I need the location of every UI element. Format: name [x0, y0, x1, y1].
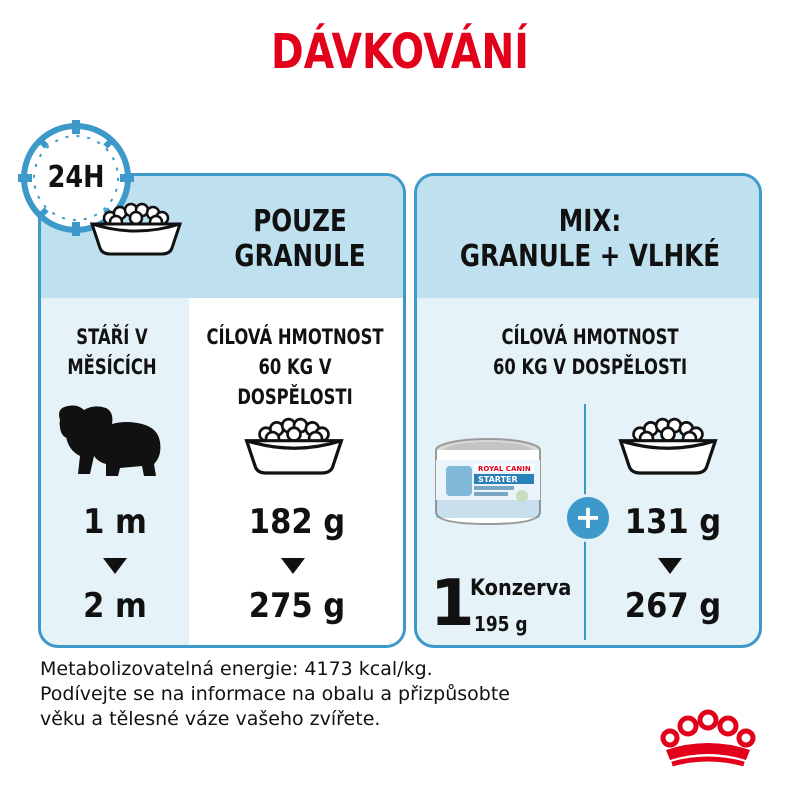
- age-header-line1: STÁŘÍ V: [76, 325, 148, 349]
- dry-only-arrow-down: [281, 558, 305, 574]
- mix-heading-line2: GRANULE + VLHKÉ: [459, 239, 721, 274]
- mix-weight-header-line1: CÍLOVÁ HMOTNOST: [501, 325, 679, 349]
- food-bowl-icon: [238, 412, 350, 478]
- age-arrow-down: [103, 558, 127, 574]
- age-from-value: 1 m: [83, 502, 147, 542]
- dry-only-from-value: 182 g: [248, 502, 346, 542]
- food-bowl-icon: [84, 198, 188, 258]
- footer-note: [40, 657, 680, 732]
- dry-weight-header-line1: CÍLOVÁ HMOTNOST: [206, 325, 384, 349]
- mix-arrow-down: [658, 558, 682, 574]
- plus-icon: +: [564, 494, 612, 542]
- mix-dry-from-value: 131 g: [624, 502, 722, 542]
- can-product-label: STARTER: [478, 475, 518, 484]
- can-count: 1: [430, 567, 475, 641]
- mix-dry-to-value: 267 g: [624, 586, 722, 626]
- dry-weight-header-line2: 60 KG V DOSPĚLOSTI: [237, 355, 353, 409]
- dry-only-heading-line1: POUZE: [253, 204, 347, 239]
- food-bowl-icon: [612, 412, 724, 478]
- dry-only-heading-line2: GRANULE: [234, 239, 366, 274]
- can-label: Konzerva: [470, 576, 572, 601]
- clock-label: 24H: [47, 160, 105, 195]
- footer-line-info: Podívejte se na informace na obalu a přizpůsobte: [40, 683, 510, 705]
- can-brand-label: ROYAL CANIN: [478, 465, 531, 473]
- can-weight: 195 g: [474, 612, 528, 636]
- footer-line-energy: Metabolizovatelná energie: 4173 kcal/kg.: [40, 658, 433, 680]
- puppy-icon: [54, 400, 166, 480]
- mix-heading-line1: MIX:: [558, 204, 622, 239]
- dry-only-to-value: 275 g: [248, 586, 346, 626]
- age-header-line2: MĚSÍCÍCH: [67, 355, 157, 379]
- brand-crown-logo: [656, 706, 760, 772]
- mix-weight-header-line2: 60 KG V DOSPĚLOSTI: [492, 355, 688, 379]
- page-title: DÁVKOVÁNÍ: [271, 24, 529, 80]
- footer-line-adjust: věku a tělesné váze vašeho zvířete.: [40, 708, 381, 730]
- age-to-value: 2 m: [83, 586, 147, 626]
